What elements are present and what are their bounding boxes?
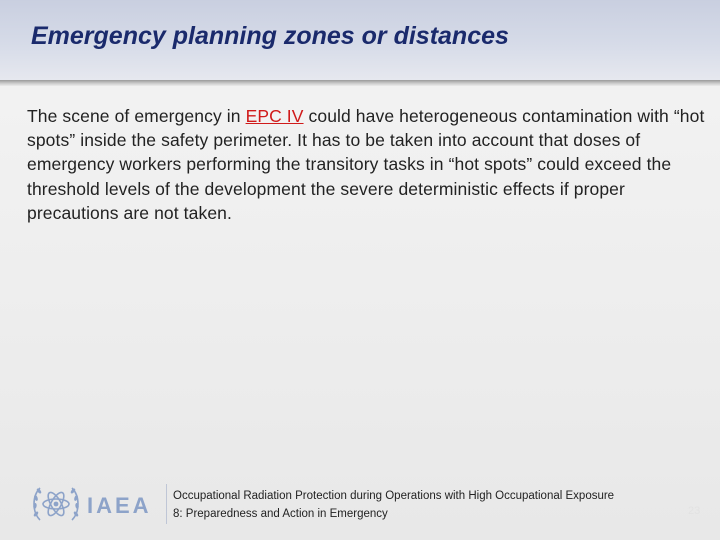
page-number: 23 (688, 505, 701, 517)
footer-course-title: Occupational Radiation Protection during Operations with High Occupational Exposure (173, 490, 615, 502)
iaea-wordmark: IAEA (87, 493, 152, 518)
epc-iv-link[interactable]: EPC IV (245, 106, 304, 126)
title-divider (0, 80, 720, 86)
body-text-rest: could have heterogeneous contamination with “hot spots” inside the safety perimeter. It has to be taken into account that doses of emergency workers performing the transitory tasks in “hot spots” could exceed the threshold levels of the development the severe deterministic effects if proper precautions are not taken. (27, 106, 705, 223)
footer-module-title: 8: Preparedness and Action in Emergency (173, 507, 388, 520)
iaea-logo (30, 480, 160, 528)
body-text-intro: The scene of emergency in (27, 106, 246, 126)
slide-title: Emergency planning zones or distances (31, 22, 509, 50)
footer-divider (166, 484, 167, 524)
footer-course-info (173, 488, 614, 523)
olive-wreath-atom-icon (30, 480, 82, 528)
body-paragraph (27, 104, 707, 225)
